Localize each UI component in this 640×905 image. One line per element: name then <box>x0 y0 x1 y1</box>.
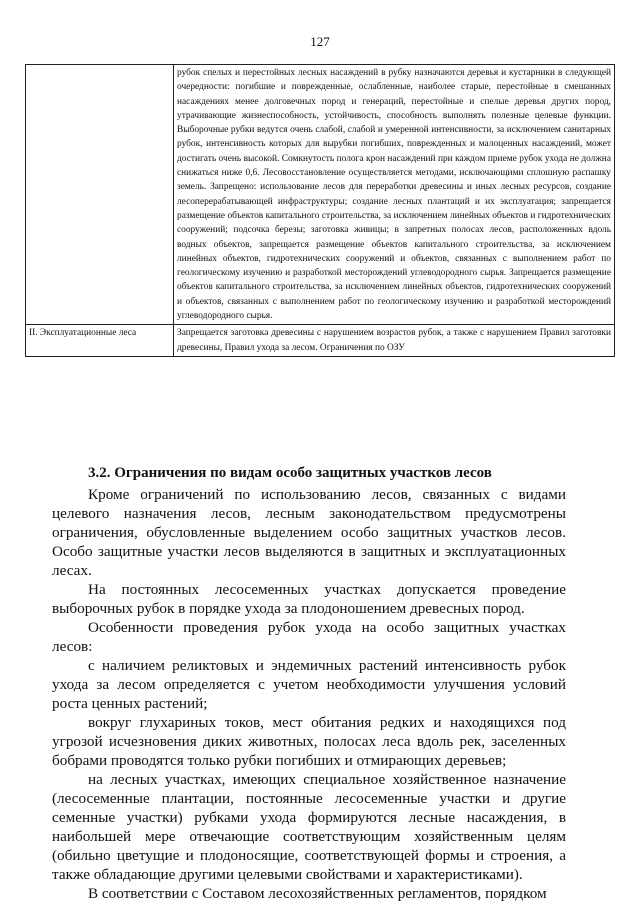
forest-restrictions-table <box>25 64 615 357</box>
paragraph: Особенности проведения рубок ухода на особо защитных участках лесов: <box>52 619 566 655</box>
paragraph: В соответствии с Составом лесохозяйственных регламентов, порядком <box>88 885 547 902</box>
section-body <box>52 485 566 903</box>
paragraph: на лесных участках, имеющих специальное хозяйственное назначение (лесосеменные плантации, постоянные лесосеменные участки и другие семенные участки) рубками ухода формируются лесные насаждения, в наибольшей мере отвечающие соответствующим хозяйственным целям (обильно цветущие и плодоносящие, соответствующей формы и строения, а также обладающие другими целевыми свойствами и характеристиками). <box>52 771 566 883</box>
paragraph: Кроме ограничений по использованию лесов, связанных с видами целевого назначения лесов, лесным законодательством предусмотрены ограничения, обусловленные выделением особо защитных участков лесов. Особо защитные участки лесов выделяются в защитных и эксплуатационных лесах. <box>52 486 566 579</box>
table-row <box>26 65 615 325</box>
section-heading: 3.2. Ограничения по видам особо защитных участков лесов <box>88 465 492 481</box>
paragraph: с наличием реликтовых и эндемичных растений интенсивность рубок ухода за лесом определяется с учетом необходимости улучшения условий роста ценных растений; <box>52 657 566 712</box>
table-cell-restrictions: рубок спелых и перестойных лесных насаждений в рубку назначаются деревья и кустарники в следующей очередности: погибшие и поврежденные, ослабленные, наиболее старые, перестойные в смешанных насаждениях менее долговечных пород и генераций, перестойные и спелые деревья других пород, утрачивающие жизнеспособность, устойчивость, способность выполнять полезные целевые функции. Выборочные рубки ведутся очень слабой, слабой и умеренной интенсивности, за исключением санитарных рубок, интенсивность которых для вырубки погибших, поврежденных и малоценных насаждений, может достигать очень высокой. Сомкнутость полога крон насаждений при каждом приеме рубок ухода не должна снижаться ниже 0,6. Лесовосстановление осуществляется методами, исключающими сплошную распашку земель. Запрещено: использование лесов для переработки древесины и иных лесных ресурсов, создание лесоперерабатывающей инфраструктуры; создание лесных плантаций и их эксплуатация; запрещается размещение объектов капитального строительства, за исключением линейных объектов и гидротехнических сооружений; подсочка березы; заготовка живицы; в запретных полосах лесов, расположенных вдоль водных объектов, запрещается размещение объектов капитального строительства, за исключением линейных объектов, гидротехнических сооружений и объектов, связанных с выполнением работ по геологическому изучению и разработкой месторождений углеводородного сырья. Запрещается размещение объектов капитального строительства, за исключением линейных объектов, гидротехнических сооружений и объектов, связанных с выполнением работ по геологическому изучению и разработкой месторождений углеводородного сырья. <box>174 65 615 325</box>
page-number: 127 <box>310 34 330 49</box>
table-cell-category <box>26 65 174 325</box>
table-cell-category: II. Эксплуатационные леса <box>26 325 174 357</box>
table-row <box>26 325 615 357</box>
paragraph: На постоянных лесосеменных участках допускается проведение выборочных рубок в порядке ухода за плодоношением древесных пород. <box>52 581 566 617</box>
table-cell-restrictions: Запрещается заготовка древесины с нарушением возрастов рубок, а также с нарушением Правил заготовки древесины, Правил ухода за лесом. Ограничения по ОЗУ <box>174 325 615 357</box>
paragraph: вокруг глухариных токов, мест обитания редких и находящихся под угрозой исчезновения диких животных, полосах леса вдоль рек, заселенных бобрами проводятся только рубки погибших и отмирающих деревьев; <box>52 714 566 769</box>
